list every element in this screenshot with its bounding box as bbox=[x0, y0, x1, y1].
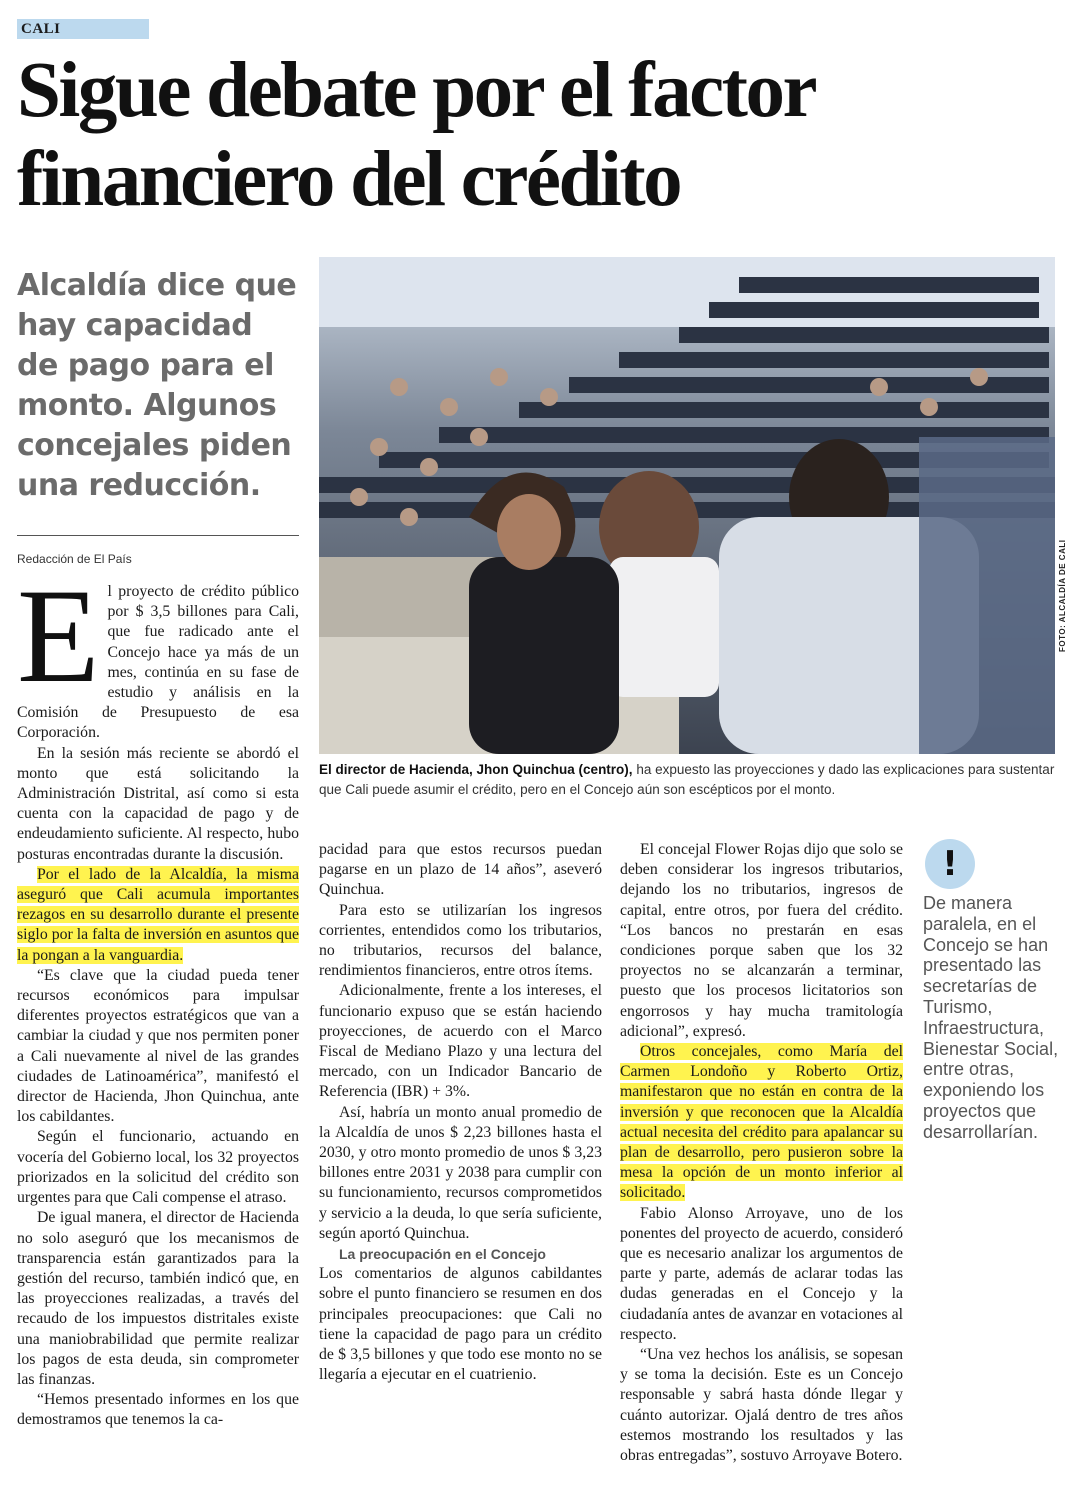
exclamation-icon: ! bbox=[925, 839, 975, 889]
drop-cap: E bbox=[17, 562, 100, 711]
article-photo bbox=[319, 257, 1055, 754]
highlighted-text: Otros concejales, como María del Carmen Londoño y Roberto Ortiz, manifestaron que no están en contra de la inversión y que reconocen que la Alcaldía actual necesita del crédito para apalancar su plan de desarrollo, pero pusieron sobre la mesa la opción de un monto inferior al solicitado. bbox=[620, 1043, 903, 1202]
paragraph-13: El concejal Flower Rojas dijo que solo se deben considerar los ingresos tributarios, dejando los no tributarios, ingresos de capital, entre otros, por fuera del crédito. “Los bancos no prestarán en esas condiciones porque saben que los 32 proyectos no se alcanzarán a terminar, puesto que los procesos licitatorios son engorrosos y hay mucha tramitología adicional”, expresó. bbox=[620, 841, 903, 1040]
paragraph-16: “Una vez hechos los análisis, se sopesan y se toma la decisión. Este es un Concejo responsable y sabrá hasta dónde llegar y cuánto autorizar. Ojalá dentro de tres años estemos mostrando los resultados y las obras entregadas”, sostuvo Arroyave Botero. bbox=[620, 1346, 903, 1465]
paragraph-2: En la sesión más reciente se abordó el monto que está solicitando la Administración Distrital, así como si esta cuenta con la capacidad de pago y de endeudamiento suficiente. Al respecto, hubo posturas encontradas durante la discusión. bbox=[17, 744, 299, 863]
photo-illustration bbox=[319, 257, 1055, 754]
photo-credit: FOTO: ALCALDÍA DE CALI bbox=[1058, 539, 1067, 652]
paragraph-8: pacidad para que estos recursos puedan pagarse en un plazo de 14 años”, aseveró Quinchua. bbox=[319, 841, 602, 899]
column-2 bbox=[319, 840, 602, 1385]
paragraph-12: Los comentarios de algunos cabildantes sobre el punto financiero se resumen en dos principales preocupaciones: que Cali no tiene la capacidad de pago para un crédito de $ 3,5 billones y que todo ese monto no se llegaría a ejecutar en el cuatrienio. bbox=[319, 1265, 602, 1384]
paragraph-3-highlighted bbox=[17, 865, 299, 966]
highlighted-text: Por el lado de la Alcaldía, la misma aseguró que Cali acumula importantes rezagos en su desarrollo durante el presente siglo por la falta de inversión en asuntos que la pongan a la vanguardia. bbox=[17, 865, 299, 964]
paragraph-10: Adicionalmente, frente a los intereses, el funcionario expuso que se están haciendo proyecciones, de acuerdo con el Marco Fiscal de Mediano Plazo y una lectura del mercado, con un Indicador Bancario de Referencia (IBR) + 3%. bbox=[319, 982, 602, 1101]
subhead: La preocupación en el Concejo bbox=[339, 1246, 546, 1263]
deck-subtitle: Alcaldía dice que hay capacidad de pago para el monto. Algunos concejales piden una reducción. bbox=[17, 268, 297, 503]
photo-caption bbox=[319, 760, 1055, 800]
paragraph-11: Así, habría un monto anual promedio de la Alcaldía de unos $ 2,23 billones hasta el 2030, y otro monto promedio de unos $ 3,23 billones entre 2031 y 2038 para cumplir con su funcionamiento, recursos comprometidos y servicio a la deuda, lo que sería suficiente, según aportó Quinchua. bbox=[319, 1103, 602, 1242]
headline: Sigue debate por el factor financiero del crédito bbox=[17, 47, 814, 223]
caption-lead: El director de Hacienda, Jhon Quinchua (centro), bbox=[319, 762, 633, 777]
paragraph-1: l proyecto de crédito público por $ 3,5 billones para Cali, que fue radicado ante el Concejo hace ya más de un mes, continúa en su fase de estudio y análisis en la Comisión de Presupuesto de esa Corporación. bbox=[17, 583, 299, 742]
section-tag: CALI bbox=[17, 19, 149, 39]
paragraph-4: “Es clave que la ciudad pueda tener recursos económicos para impulsar diferentes proyectos estratégicos que van a cambiar la ciudad y que nos permiten poner a Cali nuevamente al nivel de las grandes ciudades de Latinoamérica”, manifestó el director de Hacienda, Jhon Quinchua, ante los cabildantes. bbox=[17, 966, 299, 1126]
byline: Redacción de El País bbox=[17, 552, 132, 566]
paragraph-15: Fabio Alonso Arroyave, uno de los ponentes del proyecto de acuerdo, consideró que es necesario analizar los argumentos de parte y parte, además de aclarar todas las dudas generadas en el Concejo y la ciudadanía antes de avanzar en votaciones al respecto. bbox=[620, 1204, 903, 1343]
column-3 bbox=[620, 840, 903, 1466]
caption-text: ha expuesto las proyecciones y dado las explicaciones para sustentar que Cali puede asumir el crédito, pero en el Concejo aún son escépticos por el monto. bbox=[319, 762, 1055, 797]
column-1 bbox=[17, 562, 299, 1431]
paragraph-9: Para esto se utilizarían los ingresos corrientes, entendidos como los tributarios, no tributarios, recursos del balance, rendimientos financieros, entre otros ítems. bbox=[319, 901, 602, 980]
paragraph-7: “Hemos presentado informes en los que demostramos que tenemos la ca- bbox=[17, 1391, 299, 1429]
deck-divider bbox=[17, 535, 299, 536]
paragraph-6: De igual manera, el director de Hacienda no solo aseguró que los mecanismos de transparencia están garantizados para la gestión del recurso, también indicó que, en las proyecciones realizadas, a través del recaudo de los impuestos distritales existe una maniobrabilidad que permite realizar los pagos de esta deuda, sin comprometer las finanzas. bbox=[17, 1209, 299, 1388]
paragraph-5: Según el funcionario, actuando en vocería del Gobierno local, los 32 proyectos priorizados en la solicitud del crédito son urgentes para que Cali compense el atraso. bbox=[17, 1128, 299, 1207]
paragraph-14-highlighted bbox=[620, 1042, 903, 1204]
aside-note: De manera paralela, en el Concejo se han presentado las secretarías de Turismo, Infraestructura, Bienestar Social, entre otras, exponiendo los proyectos que desarrollarían. bbox=[923, 893, 1059, 1142]
